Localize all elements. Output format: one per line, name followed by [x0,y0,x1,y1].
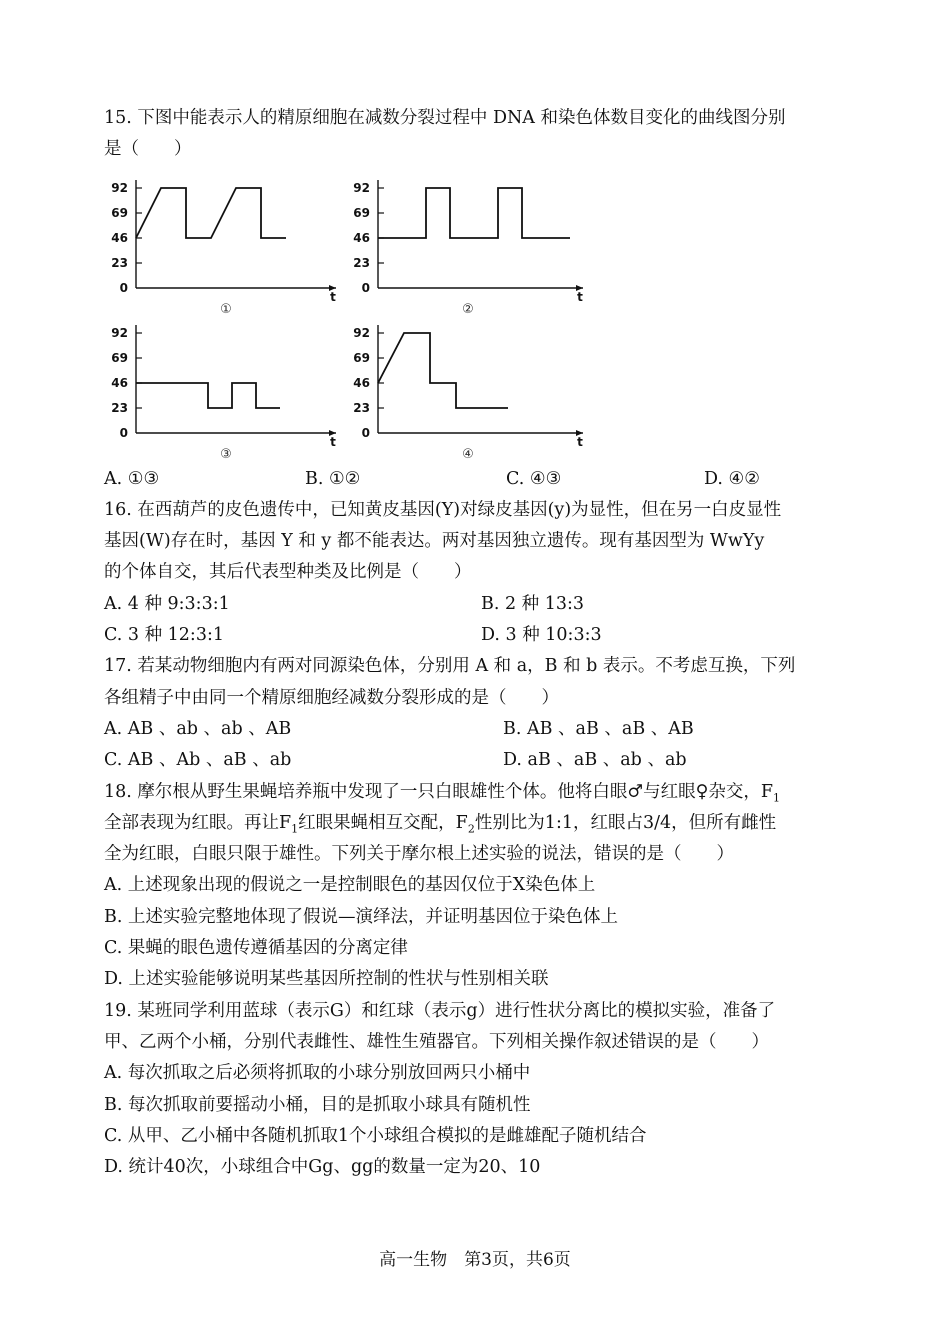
q17-option-a[interactable]: A. AB 、ab 、ab 、AB [104,719,292,739]
q16-option-c[interactable]: C. 3 种 12:3:1 [104,625,224,645]
q19-option-d[interactable]: D. 统计40次，小球组合中Gg、gg的数量一定为20、10 [104,1157,541,1177]
q15-option-b[interactable]: B. ①② [305,469,361,489]
q18-line2-part-a: 全部表现为红眼。再让F [104,813,292,833]
q18-line2-part-b: 红眼果蝇相互交配，F [298,813,468,833]
q15-charts [104,172,604,464]
q17-stem-line1: 17. 若某动物细胞内有两对同源染色体，分别用 A 和 a，B 和 b 表示。不考虑互换，下列 [104,656,796,676]
q18-option-d[interactable]: D. 上述实验能够说明某些基因所控制的性状与性别相关联 [104,969,549,989]
chart1-y-tick-label: 23 [111,256,128,270]
chart2-number-label: ② [462,302,474,317]
q16-option-b[interactable]: B. 2 种 13:3 [481,594,585,614]
chart4-y-tick-label: 92 [353,326,370,340]
chart3-y-tick-label: 92 [111,326,128,340]
chart1-x-label: t [330,290,336,304]
q17-stem-line2: 各组精子中由同一个精原细胞经减数分裂形成的是（ ） [104,688,559,708]
q16-option-d[interactable]: D. 3 种 10:3:3 [481,625,602,645]
chart4-y-tick-label: 0 [361,426,370,440]
chart2-y-tick-label: 23 [353,256,370,270]
chart4-y-tick-label: 69 [353,351,370,365]
chart4-y-tick-label: 23 [353,401,370,415]
page-footer: 高一生物 第3页，共6页 [379,1250,571,1270]
q19-option-c[interactable]: C. 从甲、乙小桶中各随机抓取1个小球组合模拟的是雌雄配子随机结合 [104,1126,647,1146]
q19-option-a[interactable]: A. 每次抓取之后必须将抓取的小球分别放回两只小桶中 [104,1063,531,1083]
q18-line2-part-c: 性别比为1:1，红眼占3/4，但所有雌性 [474,813,777,833]
q15-stem-line1: 15. 下图中能表示人的精原细胞在减数分裂过程中 DNA 和染色体数目变化的曲线图分别 [104,108,786,128]
chart1-y-tick-label: 69 [111,206,128,220]
q18-stem-line2 [104,812,776,841]
q18-option-c[interactable]: C. 果蝇的眼色遗传遵循基因的分离定律 [104,938,408,958]
q18-line2-sub1: 1 [291,822,299,836]
q17-option-c[interactable]: C. AB 、Ab 、aB 、ab [104,750,292,770]
chart3-y-tick-label: 0 [119,426,128,440]
q17-option-d[interactable]: D. aB 、aB 、ab 、ab [503,750,687,770]
chart4-number-label: ④ [462,447,474,462]
chart2-x-label: t [577,290,583,304]
q15-option-a[interactable]: A. ①③ [104,469,160,489]
q18-stem-line1 [104,781,780,810]
q19-stem-line1: 19. 某班同学利用蓝球（表示G）和红球（表示g）进行性状分离比的模拟实验，准备了 [104,1001,776,1021]
q15-option-d[interactable]: D. ④② [704,469,760,489]
q18-line1-sub: 1 [773,791,781,805]
chart3-y-tick-label: 69 [111,351,128,365]
q17-option-b[interactable]: B. AB 、aB 、aB 、AB [503,719,694,739]
q16-stem-line2: 基因(W)存在时，基因 Y 和 y 都不能表达。两对基因独立遗传。现有基因型为 WwYy [104,531,765,551]
chart1-y-tick-label: 46 [111,231,128,245]
chart2-y-tick-label: 69 [353,206,370,220]
chart4-curve [378,333,508,408]
q16-stem-line1: 16. 在西葫芦的皮色遗传中，已知黄皮基因(Y)对绿皮基因(y)为显性，但在另一白皮显性 [104,500,782,520]
chart2-y-tick-label: 92 [353,181,370,195]
chart3-y-tick-label: 23 [111,401,128,415]
q16-stem-line3: 的个体自交，其后代表型种类及比例是（ ） [104,562,472,582]
chart3-y-tick-label: 46 [111,376,128,390]
chart1-number-label: ① [220,302,232,317]
q18-option-b[interactable]: B. 上述实验完整地体现了假说—演绎法，并证明基因位于染色体上 [104,907,618,927]
q16-option-a[interactable]: A. 4 种 9:3:3:1 [104,594,230,614]
chart1-curve [136,188,286,238]
chart4-x-label: t [577,435,583,449]
q15-option-c[interactable]: C. ④③ [506,469,562,489]
q19-stem-line2: 甲、乙两个小桶，分别代表雌性、雄性生殖器官。下列相关操作叙述错误的是（ ） [104,1032,769,1052]
chart3-x-label: t [330,435,336,449]
q18-line2-sub2: 2 [467,822,475,836]
q15-chart-figure [104,172,604,464]
chart2-y-tick-label: 0 [361,281,370,295]
chart1-y-tick-label: 0 [119,281,128,295]
chart3-number-label: ③ [220,447,232,462]
q18-option-a[interactable]: A. 上述现象出现的假说之一是控制眼色的基因仅位于X染色体上 [104,875,596,895]
q19-option-b[interactable]: B. 每次抓取前要摇动小桶，目的是抓取小球具有随机性 [104,1095,531,1115]
chart3-curve [136,383,280,408]
chart4-y-tick-label: 46 [353,376,370,390]
q18-stem-line3: 全为红眼，白眼只限于雄性。下列关于摩尔根上述实验的说法，错误的是（ ） [104,844,734,864]
chart2-y-tick-label: 46 [353,231,370,245]
chart1-y-tick-label: 92 [111,181,128,195]
q15-stem-line2: 是（ ） [104,139,192,159]
q18-line1-text: 18. 摩尔根从野生果蝇培养瓶中发现了一只白眼雄性个体。他将白眼♂与红眼♀杂交，F [104,782,774,802]
chart2-curve [378,188,570,238]
